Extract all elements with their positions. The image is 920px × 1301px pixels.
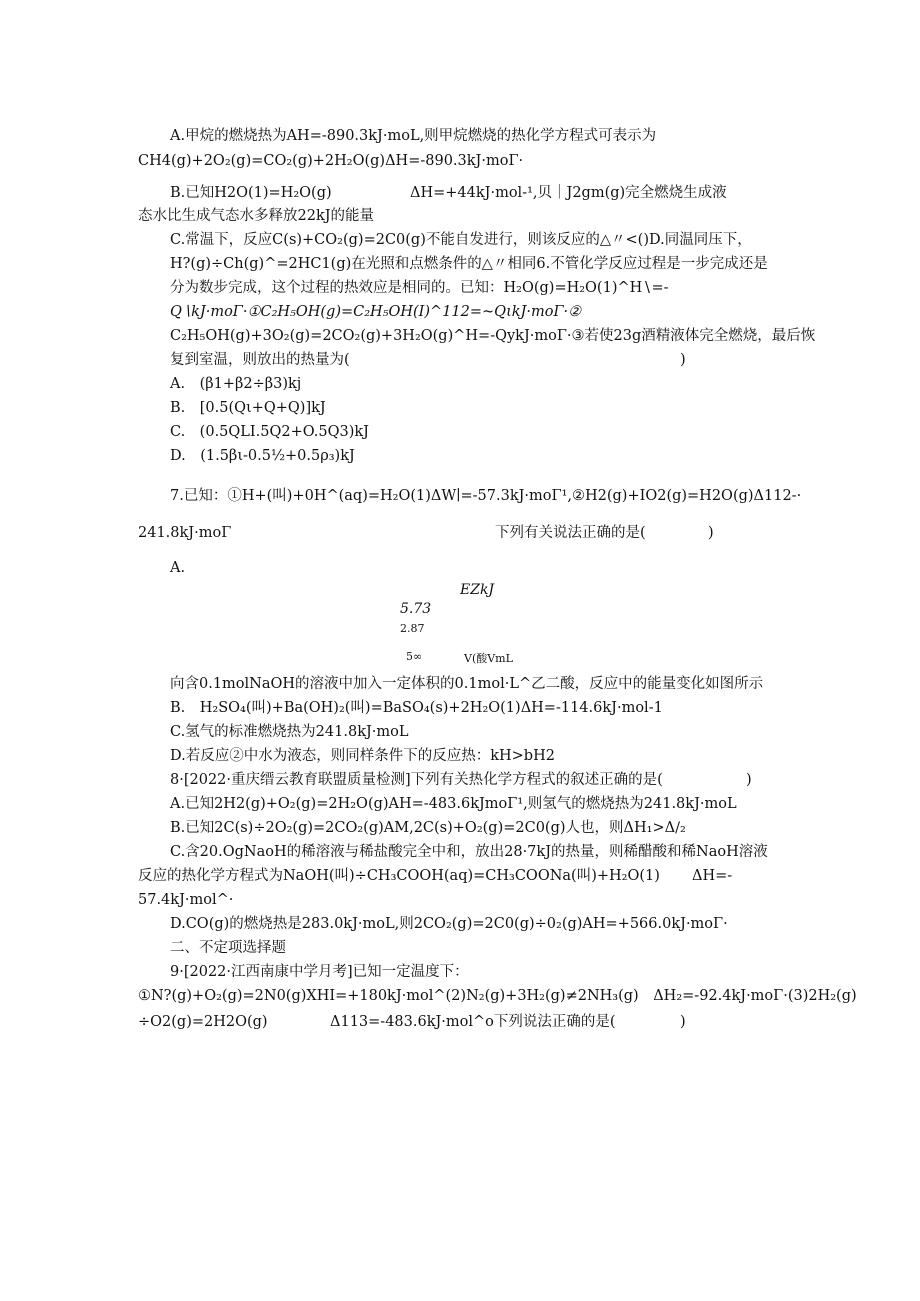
text-line: Δ113=-483.6kJ·mol^o下列说法正确的是( — [330, 1014, 616, 1030]
text-line: Q∖kJ·moΓ·①C₂H₅OH(g)=C₂H₅OH(I)^112=~QιkJ·moΓ·② — [170, 304, 582, 320]
text-line: 态水比生成气态水多释放22kJ的能量 — [138, 208, 375, 224]
text-line: ) — [746, 772, 752, 788]
text-line: 7.已知：①H+(叫)+0H^(aq)=H₂O(1)ΔW∣=-57.3kJ·moΓ¹,②H2(g)+IO2(g)=H2O(g)Δ112-· — [170, 488, 802, 504]
option-c: C. (0.5QLI.5Q2+O.5Q3)kJ — [170, 424, 369, 440]
figure-xlabel: V(酸VmL — [464, 652, 513, 665]
text-line: 57.4kJ·mol^· — [138, 892, 234, 908]
text-line: 反应的热化学方程式为NaOH(叫)÷CH₃COOH(aq)=CH₃COONa(叫)+H₂O(1) — [138, 868, 660, 884]
text-line: ) — [680, 1014, 686, 1030]
figure-y1: 5.73 — [400, 601, 432, 617]
text-line: C.常温下，反应C(s)+CO₂(g)=2C0(g)不能自发进行，则该反应的△〃<()D.同温同压下， — [170, 232, 752, 248]
text-line: ) — [680, 352, 686, 368]
question-9: 9·[2022·江西南康中学月考]已知一定温度下： — [170, 964, 469, 980]
option-b: B. H₂SO₄(叫)+Ba(OH)₂(叫)=BaSO₄(s)+2H₂O(1)ΔH=-114.6kJ·mol-1 — [170, 700, 663, 716]
text-line: ÷O2(g)=2H2O(g) — [138, 1014, 268, 1030]
text-line: H?(g)÷Ch(g)^=2HC1(g)在光照和点燃条件的△〃相同6.不管化学反应过程是一步完成还是 — [170, 256, 768, 272]
figure-x1: 5∞ — [406, 650, 423, 663]
option-d: D.若反应②中水为液态，则同样条件下的反应热：kH>bH2 — [170, 748, 555, 764]
text-line: B.已知H2O(1)=H₂O(g) — [170, 185, 332, 201]
text-line: 向含0.1molNaOH的溶液中加入一定体积的0.1mol·L^乙二酸，反应中的能量变化如图所示 — [170, 676, 764, 692]
section-heading: 二、不定项选择题 — [170, 940, 286, 956]
option-c: C.氢气的标准燃烧热为241.8kJ·moL — [170, 724, 409, 740]
option-a: A. (β1+β2÷β3)kj — [170, 376, 302, 392]
option-b: B. [0.5(Qι+Q+Q)]kJ — [170, 400, 326, 416]
text-line: 241.8kJ·moΓ — [138, 525, 232, 541]
text-line: 下列有关说法正确的是( — [495, 525, 646, 541]
option-b: B.已知2C(s)÷2O₂(g)=2CO₂(g)AM,2C(s)+O₂(g)=2C0(g)人也，则ΔH₁>Δ∕₂ — [170, 820, 686, 836]
option-d: D. (1.5βι-0.5½+0.5ρ₃)kJ — [170, 448, 355, 464]
text-line: C₂H₅OH(g)+3O₂(g)=2CO₂(g)+3H₂O(g)^H=-QykJ·moΓ·③若使23g酒精液体完全燃烧，最后恢 — [170, 328, 816, 344]
text-line: ①N?(g)+O₂(g)=2N0(g)XHI=+180kJ·mol^(2)N₂(g)+3H₂(g)≠2NH₃(g) ΔH₂=-92.4kJ·moΓ·(3)2H₂(g) — [138, 988, 857, 1004]
text-line: CH4(g)+2O₂(g)=CO₂(g)+2H₂O(g)ΔH=-890.3kJ·moΓ· — [138, 153, 524, 169]
option-a: A.已知2H2(g)+O₂(g)=2H₂O(g)AH=-483.6kJmoΓ¹,则氢气的燃烧热为241.8kJ·moL — [170, 796, 737, 812]
option-a: A. — [170, 560, 186, 576]
text-line: 分为数步完成，这个过程的热效应是相同的。已知：H₂O(g)=H₂O(1)^H∖=- — [170, 280, 669, 296]
text-line: ΔH=+44kJ·mol-¹,贝｜J2gm(g)完全燃烧生成液 — [410, 185, 727, 201]
question-8: 8·[2022·重庆缙云教育联盟质量检测]下列有关热化学方程式的叙述正确的是( — [170, 772, 663, 788]
text-line: ) — [708, 525, 714, 541]
option-d: D.CO(g)的燃烧热是283.0kJ·moL,则2CO₂(g)=2C0(g)÷0₂(g)AH=+566.0kJ·moΓ· — [170, 916, 728, 932]
option-c: C.含20.OgNaoH的稀溶液与稀盐酸完全中和，放出28·7kJ的热量，则稀醋酸和稀NaoH溶液 — [170, 844, 768, 860]
text-line: ΔH=- — [692, 868, 733, 884]
text-line: 复到室温，则放出的热量为( — [170, 352, 350, 368]
figure-ylabel: EZkJ — [460, 582, 495, 598]
figure-y2: 2.87 — [400, 622, 425, 635]
text-line: A.甲烷的燃烧热为AH=-890.3kJ·moL,则甲烷燃烧的热化学方程式可表示为 — [170, 128, 657, 144]
